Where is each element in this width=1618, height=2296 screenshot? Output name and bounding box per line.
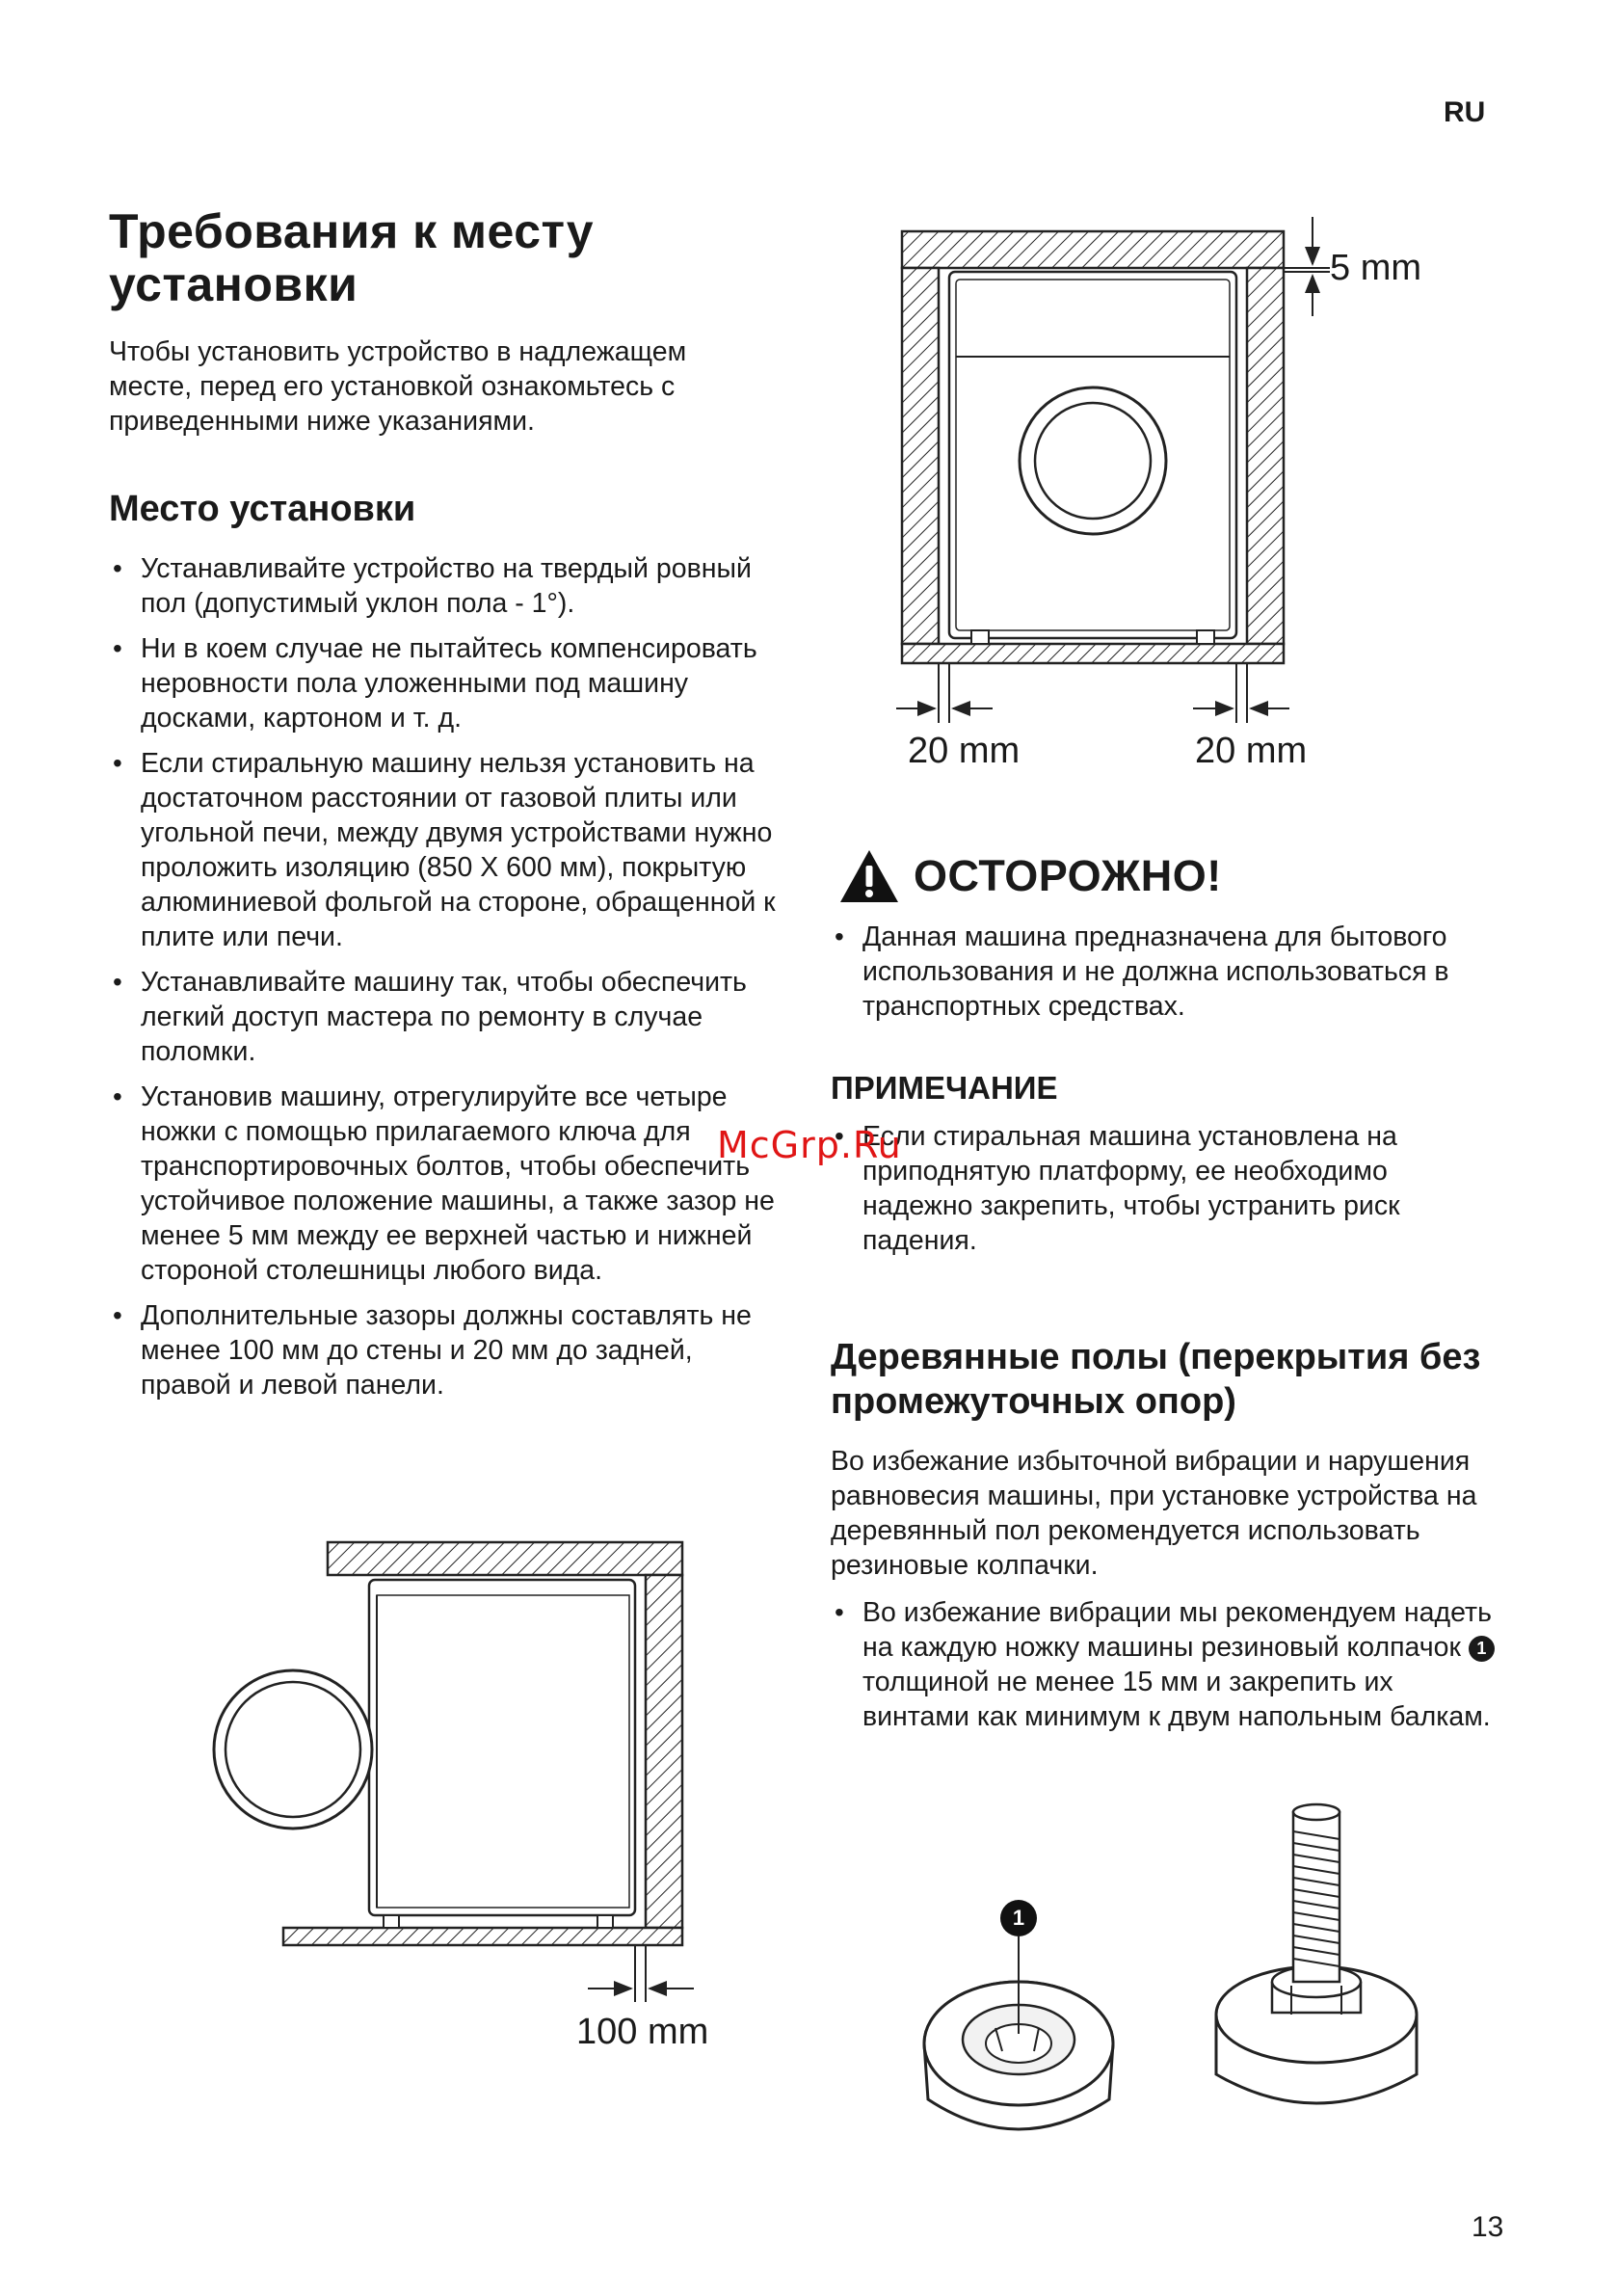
list-item: • Данная машина предназначена для бытового использования и не должна использоваться в транспортных средствах. (831, 920, 1505, 1024)
note-list (831, 1119, 1505, 1258)
list-item: • Устанавливайте машину так, чтобы обеспечить легкий доступ мастера по ремонту в случае поломки. (109, 965, 788, 1069)
location-list (109, 551, 788, 1402)
warning-triangle-icon (838, 848, 900, 904)
rubber-cap-figure (896, 1793, 1455, 2159)
side-clearance-figure (173, 1528, 752, 2068)
left-gap-label: 20 mm (908, 731, 1021, 771)
top-gap-label: 5 mm (1330, 248, 1421, 288)
right-gap-label: 20 mm (1195, 731, 1308, 771)
warning-heading (838, 848, 1222, 904)
wood-floor-list (831, 1595, 1505, 1734)
note-title: ПРИМЕЧАНИЕ (831, 1070, 1058, 1106)
watermark: McGrp.Ru (717, 1124, 902, 1166)
language-code: RU (1444, 96, 1486, 128)
callout-number-1: 1 (1469, 1636, 1495, 1662)
wood-floor-paragraph: Во избежание избыточной вибрации и нарушения равновесия машины, при установке устройства на деревянный пол рекомендуется использовать резиновые колпачки. (831, 1446, 1477, 1581)
list-item (831, 1595, 1505, 1734)
warning-list (831, 920, 1505, 1024)
callout-number-1: 1 (1012, 1906, 1025, 1930)
list-item: • Установив машину, отрегулируйте все четыре ножки с помощью прилагаемого ключа для транспортировочных болтов, чтобы обеспечить устойчивое положение машины, а также зазор не менее 5 мм между ее верхней частью и нижней стороной столешницы любого вида. (109, 1080, 788, 1288)
wood-floor-title: Деревянные полы (перекрытия без промежуточных опор) (831, 1337, 1481, 1422)
warning-title: ОСТОРОЖНО! (914, 851, 1222, 900)
main-title: Требования к месту установки (109, 204, 595, 311)
location-title: Место установки (109, 489, 416, 529)
intro-paragraph: Чтобы установить устройство в надлежащем месте, перед его установкой ознакомьтесь с приведенными ниже указаниями. (109, 336, 687, 437)
list-item: • Ни в коем случае не пытайтесь компенсировать неровности пола уложенными под машину досками, картоном и т. д. (109, 631, 788, 735)
list-item: • Если стиральная машина установлена на приподнятую платформу, ее необходимо надежно закрепить, чтобы устранить риск падения. (831, 1119, 1505, 1258)
wood-item-text-end: толщиной не менее 15 мм и закрепить их винтами как минимум к двум напольным балкам. (862, 1667, 1491, 1732)
wood-item-text-start: Во избежание вибрации мы рекомендуем надеть на каждую ножку машины резиновый колпачок (862, 1597, 1492, 1663)
list-item: • Дополнительные зазоры должны составлять не менее 100 мм до стены и 20 мм до задней, правой и левой панели. (109, 1298, 788, 1402)
list-item: • Устанавливайте устройство на твердый ровный пол (допустимый уклон пола - 1°). (109, 551, 788, 621)
list-item: • Если стиральную машину нельзя установить на достаточном расстоянии от газовой плиты или угольной печи, между двумя устройствами нужно проложить изоляцию (850 X 600 мм), покрытую алюминиевой фольгой на стороне, обращенной к плите или печи. (109, 746, 788, 954)
front-clearance-figure (867, 212, 1484, 790)
back-gap-label: 100 mm (576, 2012, 709, 2052)
page-number: 13 (1472, 2211, 1504, 2243)
